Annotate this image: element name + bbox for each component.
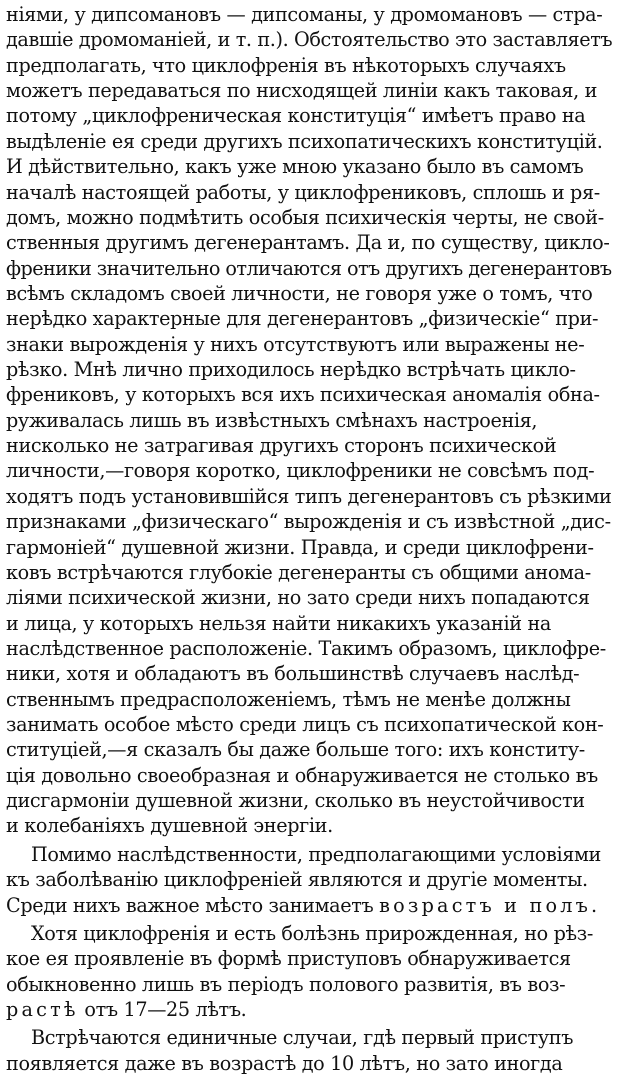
text-line: знаки вырожденія у нихъ отсутствуютъ или выражены не-: [6, 332, 585, 356]
text-line: гармоніей“ душевной жизни. Правда, и среди циклофрени-: [6, 535, 594, 559]
text-line: давшіе дромоманіей, и т. п.). Обстоятельство это заставляетъ: [6, 28, 612, 52]
text-line: обыкновенно лишь въ періодъ полового развитія, въ воз-: [6, 972, 566, 996]
paragraph-first-line: Хотя циклофренія и есть болѣзнь прирожденная, но рѣз-: [31, 921, 594, 945]
text-line: признаками „физическаго“ вырожденія и съ извѣстной „дис-: [6, 510, 611, 534]
text-line: къ заболѣванію циклофреніей являются и другіе моменты.: [6, 868, 588, 892]
text-line: ліями психической жизни, но зато среди нихъ попадаются: [6, 586, 590, 610]
text-line: [6, 893, 612, 918]
text-line: наслѣдственное расположеніе. Такимъ образомъ, циклофре-: [6, 636, 606, 660]
spaced-emphasis: растѣ: [6, 997, 79, 1021]
text-line: выдѣленіе ея среди другихъ психопатическихъ конституцій.: [6, 129, 603, 153]
text-line: кое ея проявленіе въ формѣ приступовъ обнаруживается: [6, 947, 571, 971]
text-run: отъ 17—25 лѣтъ.: [78, 997, 247, 1021]
text-line: И дѣйствительно, какъ уже мною указано было въ самомъ: [6, 155, 584, 179]
paragraph-first-line: Встрѣчаются единичные случаи, гдѣ первый приступъ: [31, 1026, 574, 1050]
text-line: предполагать, что циклофренія въ нѣкоторыхъ случаяхъ: [6, 53, 566, 77]
text-line: ходятъ подъ установившійся типъ дегенерантовъ съ рѣзкими: [6, 484, 612, 508]
text-run: Среди нихъ важное мѣсто занимаетъ: [6, 893, 380, 917]
text-line: ституціей,—я сказалъ бы даже больше того: ихъ конститу-: [6, 738, 585, 762]
text-line: френиковъ, у которыхъ вся ихъ психическая аномалія обна-: [6, 383, 600, 407]
text-line: домъ, можно подмѣтить особыя психическія черты, не свой-: [6, 205, 604, 229]
text-line: потому „циклофреническая конституція“ имѣетъ право на: [6, 104, 586, 128]
text-line: рѣзко. Мнѣ лично приходилось нерѣдко встрѣчать цикло-: [6, 358, 576, 381]
text-line: ція довольно своеобразная и обнаруживается не столько въ: [6, 763, 598, 787]
paragraph-first-line: Помимо наслѣдственности, предполагающими условіями: [31, 842, 601, 866]
text-line: ковъ встрѣчаются глубокіе дегенеранты съ общими анома-: [6, 560, 591, 584]
text-line: всѣмъ складомъ своей личности, не говоря уже о томъ, что: [6, 281, 593, 305]
text-line: нерѣдко характерные для дегенерантовъ „физическіе“ при-: [6, 307, 599, 331]
text-line: и лица, у которыхъ нельзя найти никакихъ указаній на: [6, 611, 551, 635]
text-line: личности,—говоря коротко, циклофреники не совсѣмъ под-: [6, 459, 595, 483]
text-line: ственнымъ предрасположеніемъ, тѣмъ не менѣе должны: [6, 687, 571, 711]
text-line: руживалась лишь въ извѣстныхъ смѣнахъ настроенія,: [6, 408, 538, 432]
text-line: [6, 997, 612, 1022]
text-line: можетъ передаваться по нисходящей линіи какъ таковая, и: [6, 79, 598, 103]
text-line: ніями, у дипсомановъ — дипсоманы, у дромомановъ — стра-: [6, 3, 603, 26]
text-line: нисколько не затрагивая другихъ сторонъ психической: [6, 434, 557, 458]
text-line: появляется даже въ возрастѣ до 10 лѣтъ, но зато иногда: [6, 1051, 563, 1075]
text-line: дисгармоніи душевной жизни, сколько въ неустойчивости: [6, 789, 585, 813]
text-line: началѣ настоящей работы, у циклофрениковъ, сплошь и ря-: [6, 180, 600, 204]
text-line: ственныя другимъ дегенерантамъ. Да и, по существу, цикло-: [6, 231, 610, 255]
text-line: занимать особое мѣсто среди лицъ съ психопатической кон-: [6, 713, 604, 736]
spaced-emphasis: возрастъ и полъ.: [379, 893, 601, 917]
text-line: ники, хотя и обладаютъ въ большинствѣ случаевъ наслѣд-: [6, 662, 580, 686]
text-line: и колебаніяхъ душевной энергіи.: [6, 814, 333, 838]
text-line: френики значительно отличаются отъ другихъ дегенерантовъ: [6, 256, 612, 280]
